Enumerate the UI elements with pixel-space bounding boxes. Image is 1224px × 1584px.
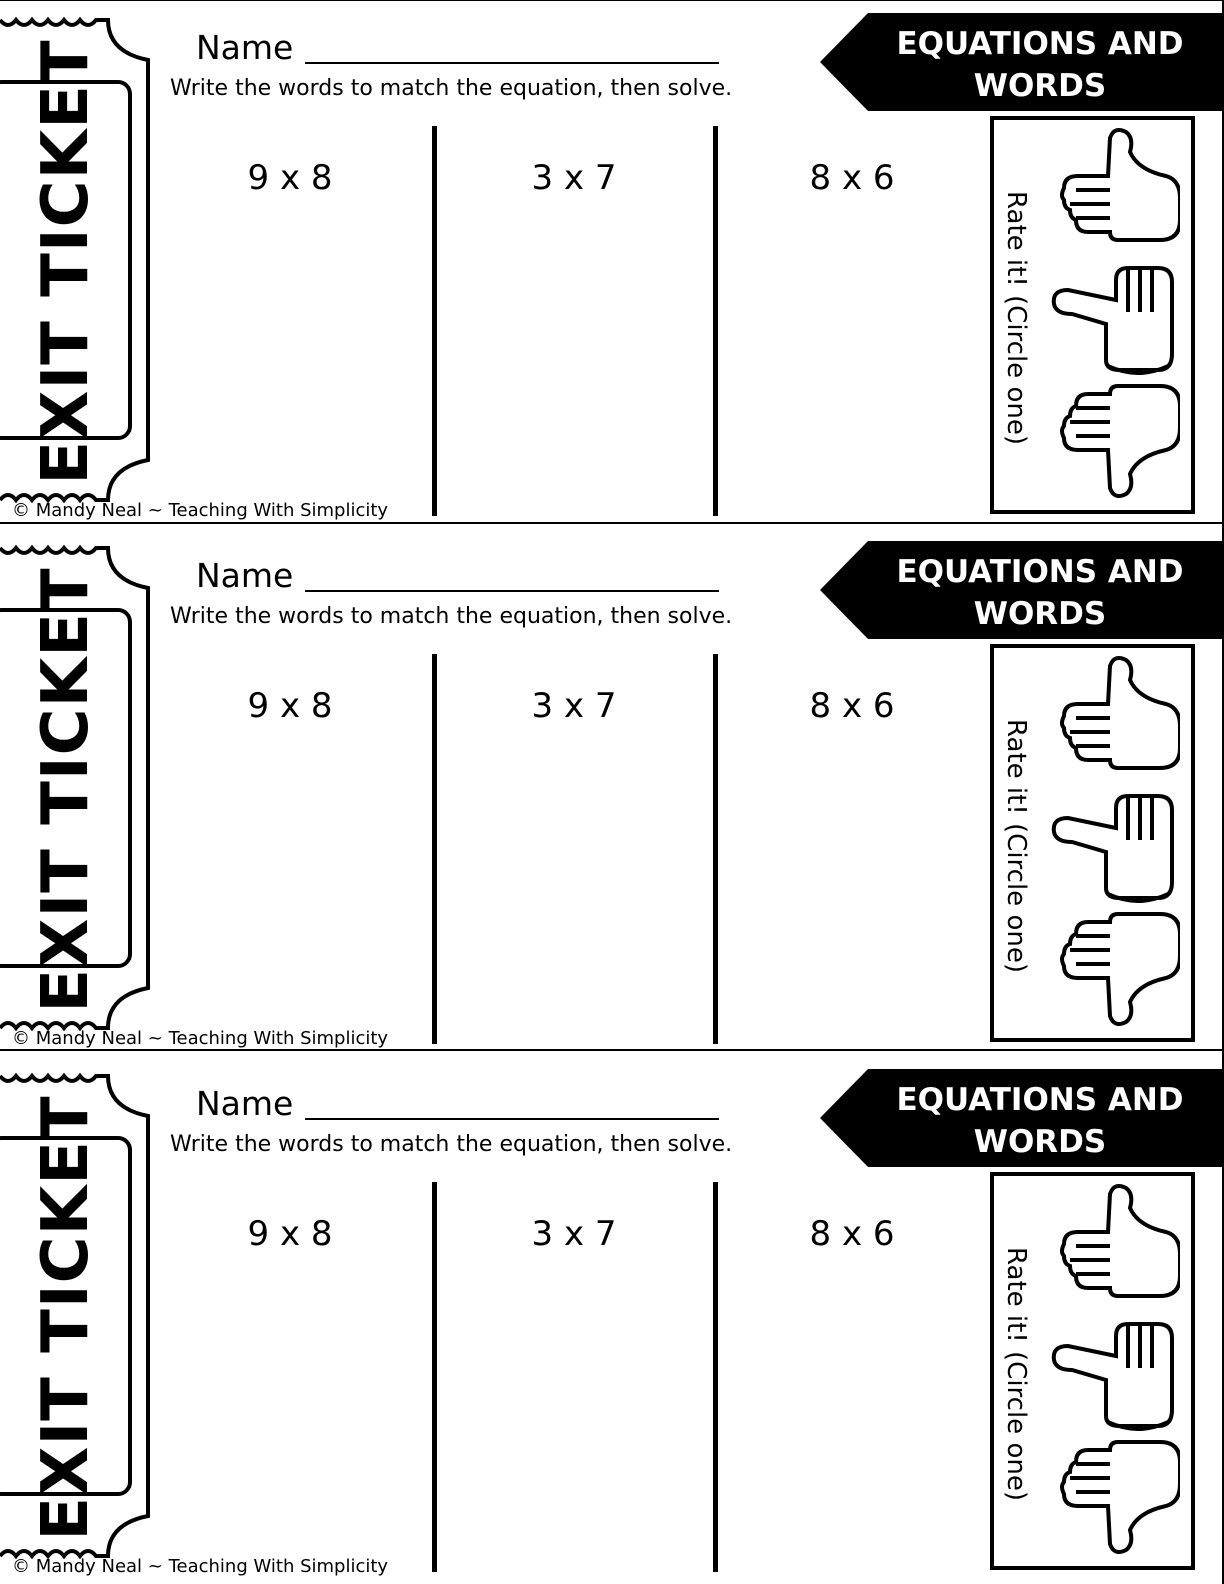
- ticket-separator: [0, 522, 1224, 524]
- instruction-text: Write the words to match the equation, then solve.: [170, 1132, 733, 1157]
- column-divider: [713, 1182, 718, 1572]
- banner-line-2: WORDS: [973, 1124, 1107, 1160]
- column-divider: [432, 654, 437, 1044]
- thumbs-sideways-icon[interactable]: [1048, 262, 1180, 382]
- thumbs-sideways-icon[interactable]: [1048, 790, 1180, 910]
- exit-ticket-title: EXIT TICKET: [29, 1095, 103, 1541]
- column-divider: [713, 654, 718, 1044]
- thumbs-down-icon[interactable]: [1048, 910, 1180, 1030]
- banner-line-2: WORDS: [973, 596, 1107, 632]
- exit-ticket-title: EXIT TICKET: [29, 567, 103, 1013]
- rating-label: Rate it! (Circle one): [1001, 191, 1031, 445]
- topic-banner: [820, 541, 1224, 639]
- copyright-text: © Mandy Neal ~ Teaching With Simplicity: [12, 1028, 389, 1048]
- name-label: Name: [196, 28, 294, 67]
- banner-line-1: EQUATIONS AND: [896, 554, 1184, 590]
- thumbs-down-icon[interactable]: [1048, 382, 1180, 502]
- equation-3: 8 x 6: [809, 1214, 895, 1254]
- topic-banner-text: [890, 23, 1190, 107]
- ticket-stub: [0, 0, 160, 520]
- banner-line-2: WORDS: [973, 68, 1107, 104]
- ticket-separator: [0, 1049, 1224, 1051]
- exit-ticket-title: EXIT TICKET: [29, 39, 103, 485]
- column-divider: [432, 126, 437, 516]
- topic-banner-text: [890, 1079, 1190, 1163]
- equation-2: 3 x 7: [531, 1214, 617, 1254]
- thumbs-up-icon[interactable]: [1048, 124, 1180, 244]
- copyright-text: © Mandy Neal ~ Teaching With Simplicity: [12, 500, 389, 520]
- equation-1: 9 x 8: [247, 1214, 333, 1254]
- name-input-line[interactable]: [305, 590, 719, 592]
- name-label: Name: [196, 556, 294, 595]
- column-divider: [713, 126, 718, 516]
- equation-3: 8 x 6: [809, 158, 895, 198]
- topic-banner: [820, 1069, 1224, 1167]
- ticket-stub: [0, 528, 160, 1048]
- exit-ticket-3: [0, 1056, 1224, 1584]
- exit-ticket-1: [0, 0, 1224, 520]
- thumbs-up-icon[interactable]: [1048, 1180, 1180, 1300]
- instruction-text: Write the words to match the equation, then solve.: [170, 76, 733, 101]
- topic-banner: [820, 13, 1224, 111]
- instruction-text: Write the words to match the equation, then solve.: [170, 604, 733, 629]
- equation-1: 9 x 8: [247, 158, 333, 198]
- banner-line-1: EQUATIONS AND: [896, 1082, 1184, 1118]
- column-divider: [432, 1182, 437, 1572]
- name-input-line[interactable]: [305, 1118, 719, 1120]
- equation-2: 3 x 7: [531, 158, 617, 198]
- name-label: Name: [196, 1084, 294, 1123]
- thumbs-down-icon[interactable]: [1048, 1438, 1180, 1558]
- equation-2: 3 x 7: [531, 686, 617, 726]
- thumbs-sideways-icon[interactable]: [1048, 1318, 1180, 1438]
- equation-3: 8 x 6: [809, 686, 895, 726]
- name-input-line[interactable]: [305, 62, 719, 64]
- thumbs-up-icon[interactable]: [1048, 652, 1180, 772]
- banner-line-1: EQUATIONS AND: [896, 26, 1184, 62]
- rating-label: Rate it! (Circle one): [1001, 1247, 1031, 1501]
- topic-banner-text: [890, 551, 1190, 635]
- equation-1: 9 x 8: [247, 686, 333, 726]
- copyright-text: © Mandy Neal ~ Teaching With Simplicity: [12, 1556, 389, 1577]
- ticket-stub: [0, 1056, 160, 1576]
- exit-ticket-2: [0, 528, 1224, 1048]
- rating-label: Rate it! (Circle one): [1001, 719, 1031, 973]
